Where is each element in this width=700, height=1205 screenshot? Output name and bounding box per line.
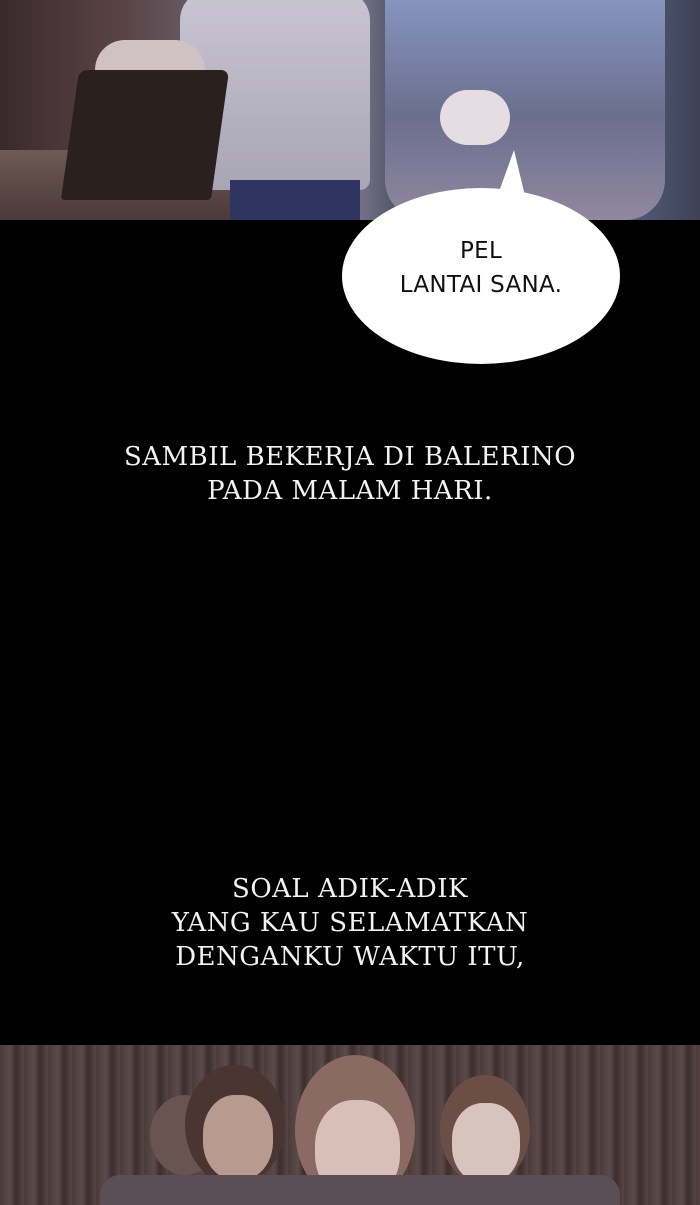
speech-bubble-text [342,234,620,302]
top-comic-panel [0,0,700,220]
child-figure [185,1065,285,1185]
bottom-comic-panel [0,1045,700,1205]
girl-face [452,1103,520,1183]
narration-line: DENGANKU WAKTU ITU, [175,942,525,972]
speech-line: PEL [459,238,503,264]
narration-caption-1 [0,440,700,508]
narration-line: YANG KAU SELAMATKAN [171,908,529,938]
character-hand [440,90,510,145]
child-face [203,1095,273,1180]
second-character [385,0,665,220]
figures-bodies [100,1175,620,1205]
narration-line: PADA MALAM HARI. [207,476,493,506]
narration-line: SAMBIL BEKERJA DI BALERINO [123,442,577,472]
speech-line: LANTAI SANA. [399,272,563,298]
carried-bag [61,70,229,200]
narration-line: SOAL ADIK-ADIK [232,874,468,904]
narration-caption-2 [0,872,700,974]
girl-figure [440,1075,530,1185]
character-legs [230,180,360,220]
